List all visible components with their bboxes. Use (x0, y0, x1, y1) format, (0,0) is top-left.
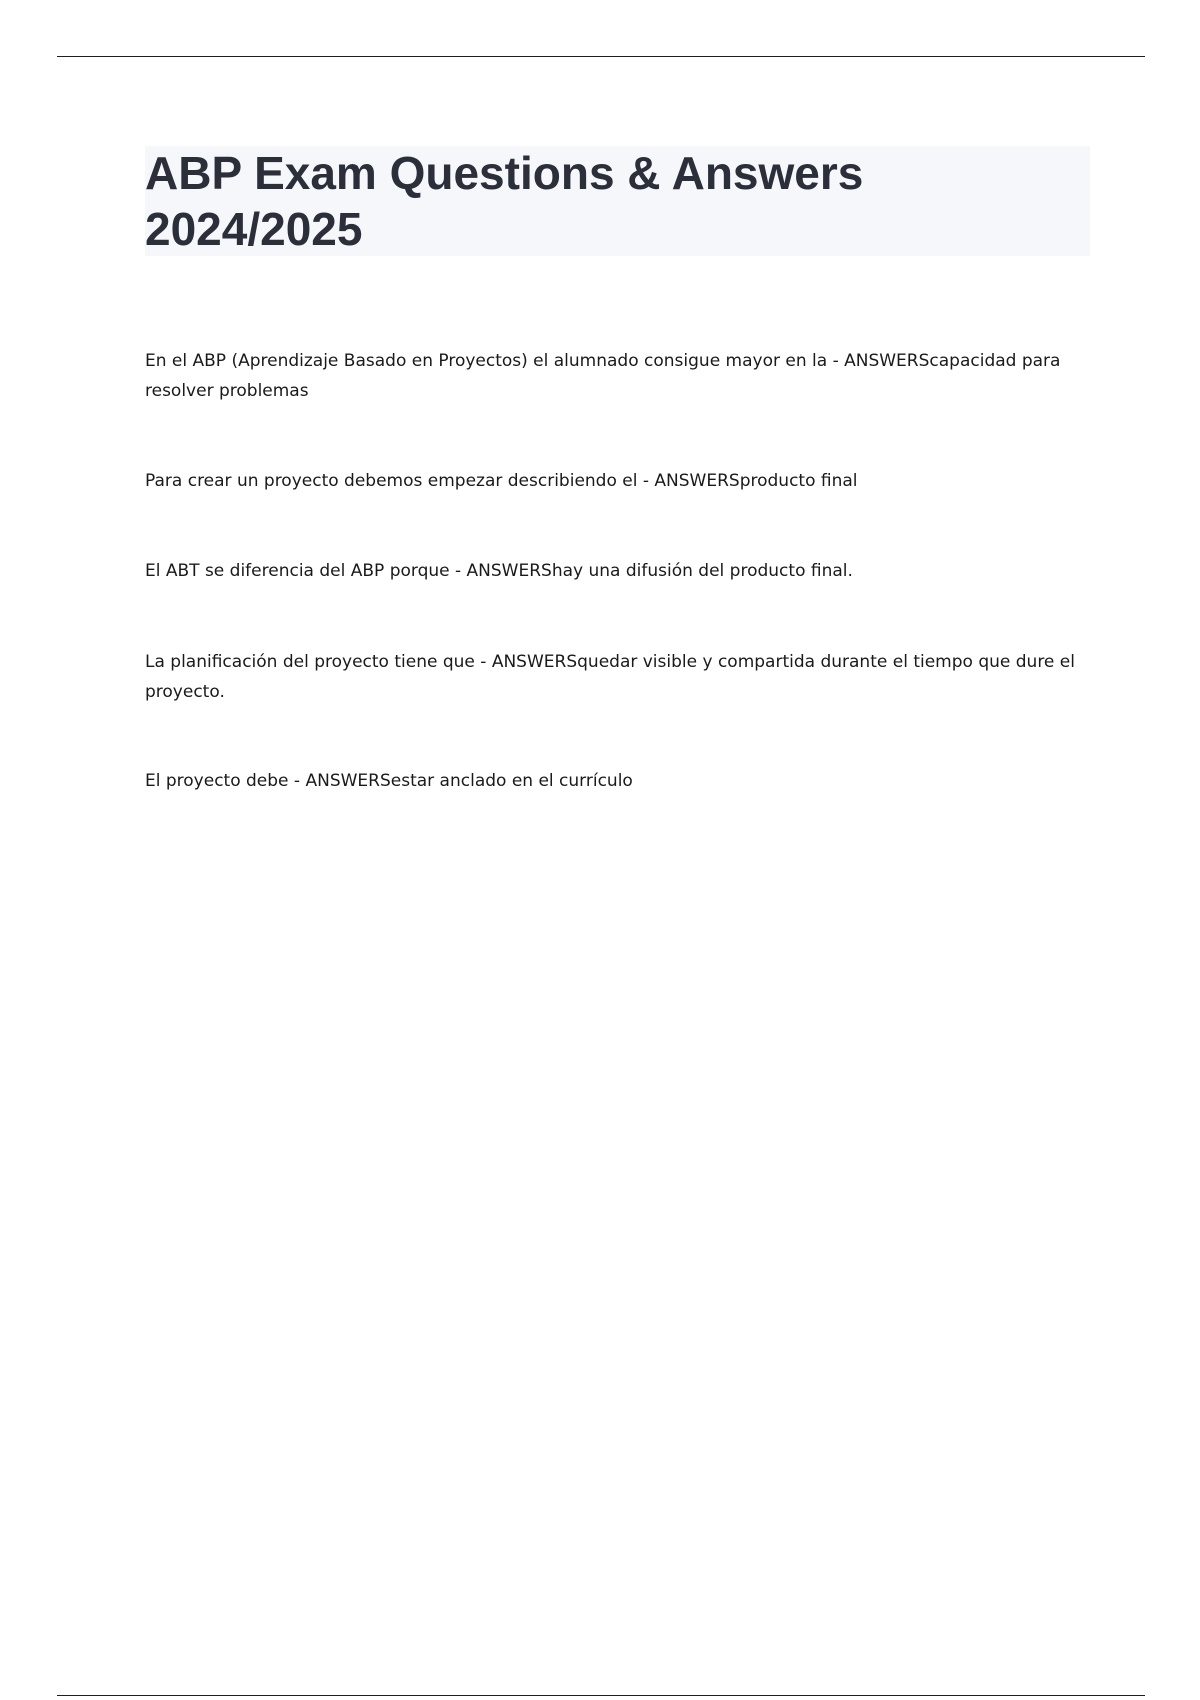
answer-text: hay una difusión del producto final. (551, 561, 853, 581)
question-text: La planificación del proyecto tiene que - (145, 652, 492, 672)
answer-marker: ANSWERS (466, 561, 552, 581)
answer-text: producto final (739, 471, 858, 491)
answer-marker: ANSWERS (844, 351, 930, 371)
qa-item-2 (145, 466, 858, 496)
answer-text: estar anclado en el currículo (390, 771, 633, 791)
qa-item-4 (145, 647, 1080, 707)
question-text: Para crear un proyecto debemos empezar describiendo el - (145, 471, 655, 491)
question-text: En el ABP (Aprendizaje Basado en Proyectos) el alumnado consigue mayor en la - (145, 351, 845, 371)
answer-marker: ANSWERS (491, 652, 578, 672)
bottom-divider (57, 1695, 1145, 1696)
answer-marker: ANSWERS (654, 471, 740, 491)
answer-text: quedar visible y compartida durante el tiempo que dure el proyecto. (145, 652, 1075, 702)
answer-marker: ANSWERS (305, 771, 391, 791)
document-title: ABP Exam Questions & Answers 2024/2025 (145, 147, 864, 255)
qa-item-5 (145, 766, 633, 796)
top-divider (57, 56, 1145, 57)
answer-text: capacidad para resolver problemas (145, 351, 1061, 401)
title-banner (145, 146, 1090, 256)
question-text: El ABT se diferencia del ABP porque - (145, 561, 467, 581)
question-text: El proyecto debe - (145, 771, 306, 791)
qa-item-3 (145, 556, 853, 586)
qa-item-1 (145, 346, 1080, 406)
